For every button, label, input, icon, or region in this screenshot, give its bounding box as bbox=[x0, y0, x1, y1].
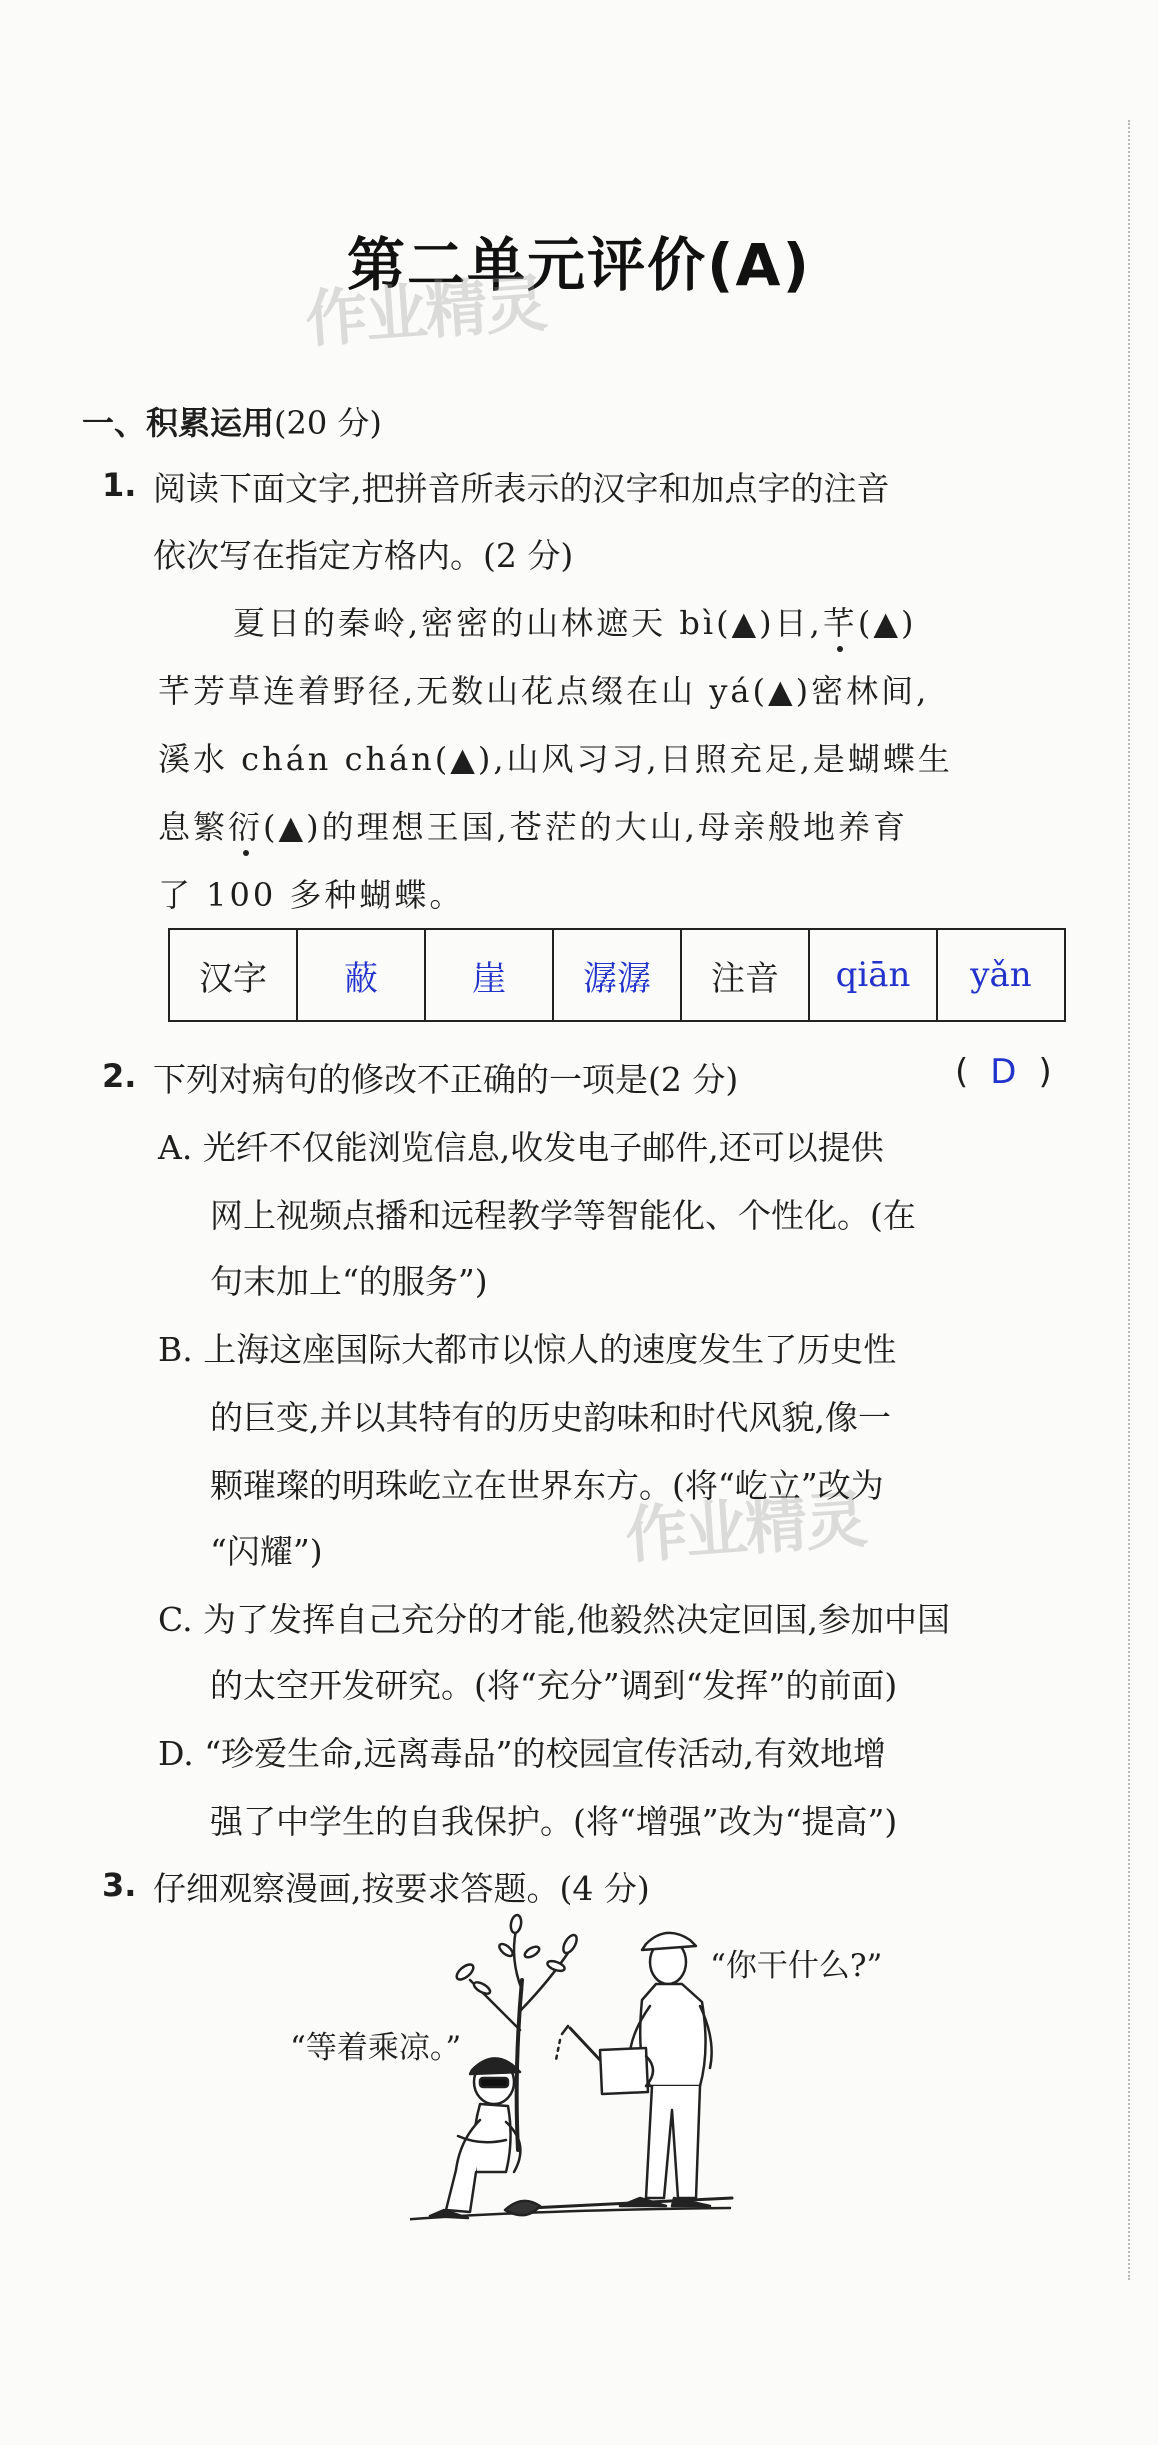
option-d-line1: D. “珍爱生命,远离毒品”的校园宣传活动,有效地增 bbox=[158, 1734, 886, 1773]
question-3-prompt: 仔细观察漫画,按要求答题。(4 分) bbox=[153, 1869, 650, 1908]
passage-line-1a: 夏日的秦岭,密密的山林遮天 bì(▲)日, bbox=[233, 604, 823, 642]
watering-can-icon bbox=[556, 2026, 653, 2094]
sapling-branch-right bbox=[521, 1950, 570, 2010]
speech-bubble-sitter: “等着乘凉。” bbox=[290, 2030, 462, 2066]
page-edge-line bbox=[1128, 120, 1130, 2280]
answer-close-paren: ) bbox=[1038, 1052, 1052, 1092]
dotted-char-yan: 衍 bbox=[228, 802, 263, 848]
question-1-prompt-line2: 依次写在指定方格内。(2 分) bbox=[153, 536, 574, 575]
answer-table bbox=[168, 928, 1066, 1022]
option-a-line1: A. 光纤不仅能浏览信息,收发电子邮件,还可以提供 bbox=[158, 1128, 884, 1167]
watermark-top: 作业精灵 bbox=[303, 266, 548, 357]
table-label-pinyin: 注音 bbox=[681, 929, 809, 1021]
option-b-line4: “闪耀”) bbox=[210, 1532, 323, 1571]
question-1-prompt-line1: 阅读下面文字,把拼音所表示的汉字和加点字的注音 bbox=[153, 469, 890, 508]
option-c-line1: C. 为了发挥自己充分的才能,他毅然决定回国,参加中国 bbox=[158, 1600, 951, 1639]
passage-line-1 bbox=[233, 598, 916, 644]
question-3-number: 3. bbox=[102, 1866, 137, 1904]
option-b-line1: B. 上海这座国际大都市以惊人的速度发生了历史性 bbox=[158, 1330, 897, 1369]
sitting-man bbox=[430, 2058, 520, 2218]
option-c-line2: 的太空开发研究。(将“充分”调到“发挥”的前面) bbox=[210, 1666, 898, 1705]
page-title: 第二单元评价(A) bbox=[347, 231, 811, 299]
sapling-trunk bbox=[517, 1980, 522, 2150]
passage-line-1b: (▲) bbox=[857, 604, 917, 642]
answer-char-3: 潺潺 bbox=[553, 929, 681, 1021]
question-2-prompt: 下列对病句的修改不正确的一项是(2 分) bbox=[153, 1060, 739, 1099]
section-heading-text: 一、积累运用 bbox=[82, 404, 275, 442]
passage-line-5: 了 100 多种蝴蝶。 bbox=[158, 876, 465, 914]
option-b-line3: 颗璀璨的明珠屹立在世界东方。(将“屹立”改为 bbox=[210, 1466, 884, 1505]
sapling-leaves bbox=[454, 1914, 579, 1996]
answer-pinyin-2: yǎn bbox=[937, 929, 1065, 1021]
answer-open-paren: ( bbox=[955, 1052, 969, 1092]
section-score: (20 分) bbox=[274, 404, 382, 442]
watermark-middle: 作业精灵 bbox=[623, 1482, 868, 1573]
passage-line-4 bbox=[158, 802, 908, 848]
passage-line-3: 溪水 chán chán(▲),山风习习,日照充足,是蝴蝶生 bbox=[158, 740, 953, 778]
question-2-number: 2. bbox=[102, 1057, 137, 1095]
answer-letter: D bbox=[990, 1052, 1017, 1092]
option-d-line2: 强了中学生的自我保护。(将“增强”改为“提高”) bbox=[210, 1802, 898, 1841]
passage-line-4b: (▲)的理想王国,苍茫的大山,母亲般地养育 bbox=[263, 808, 908, 846]
question-1-number: 1. bbox=[102, 466, 137, 504]
answer-pinyin-1: qiān bbox=[809, 929, 937, 1021]
section-heading bbox=[82, 398, 382, 444]
answer-char-2: 崖 bbox=[425, 929, 553, 1021]
answer-char-1: 蔽 bbox=[297, 929, 425, 1021]
table-label-chars: 汉字 bbox=[169, 929, 297, 1021]
cartoon-illustration bbox=[410, 1910, 770, 2240]
question-2-answer bbox=[955, 1052, 1052, 1092]
speech-bubble-gardener: “你干什么?” bbox=[710, 1948, 883, 1984]
option-b-line2: 的巨变,并以其特有的历史韵味和时代风貌,像一 bbox=[210, 1398, 891, 1437]
passage-line-4a: 息繁 bbox=[158, 808, 229, 846]
option-a-line3: 句末加上“的服务”) bbox=[210, 1262, 488, 1301]
option-a-line2: 网上视频点播和远程教学等智能化、个性化。(在 bbox=[210, 1196, 916, 1235]
passage-line-2: 芊芳草连着野径,无数山花点缀在山 yá(▲)密林间, bbox=[158, 672, 930, 710]
dotted-char-qian: 芊 bbox=[823, 598, 858, 644]
